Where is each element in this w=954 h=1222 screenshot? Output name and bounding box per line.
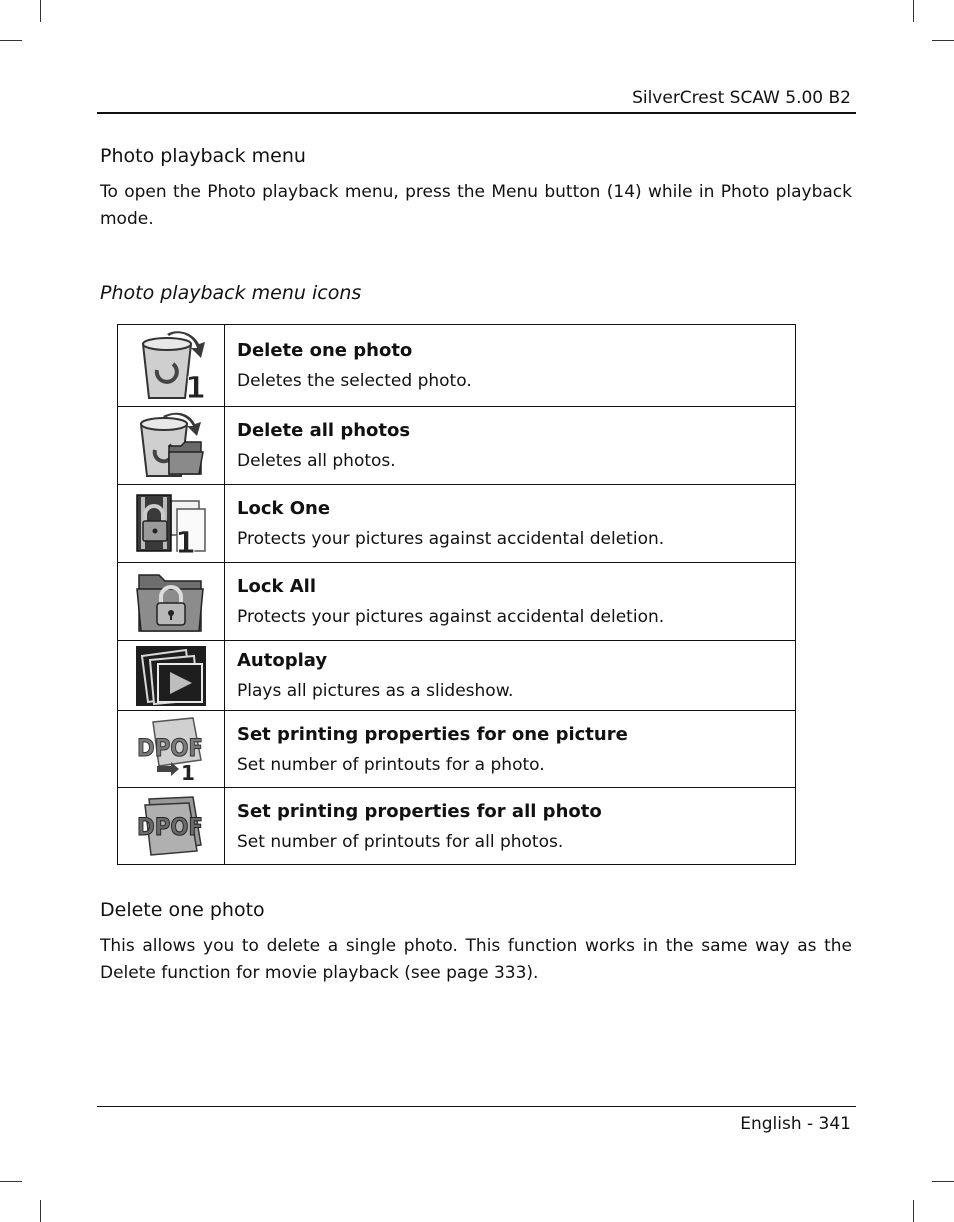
table-row	[118, 711, 796, 788]
svg-text:1: 1	[175, 525, 196, 557]
dpof-all-icon	[135, 795, 207, 857]
feature-title: Delete all photos	[237, 420, 411, 441]
section-body-delete-one-photo: This allows you to delete a single photo. This function works in the same way as the Delete function for movie playback (see page 333).	[100, 936, 852, 983]
crop-mark	[0, 1181, 22, 1182]
feature-title: Lock One	[237, 498, 331, 519]
lock-all-icon	[135, 569, 207, 635]
table-row	[118, 485, 796, 563]
delete-one-photo-icon	[135, 330, 207, 402]
section-body-photo-playback-menu: To open the Photo playback menu, press the Menu button (14) while in Photo playback mode.	[100, 182, 852, 229]
page-number: English - 341	[740, 1114, 851, 1134]
svg-text:1: 1	[181, 761, 195, 782]
crop-mark	[913, 1200, 914, 1222]
feature-description: Deletes all photos.	[237, 451, 396, 471]
section-heading-delete-one-photo: Delete one photo	[100, 899, 265, 921]
table-row	[118, 563, 796, 641]
crop-mark	[932, 1181, 954, 1182]
section-heading-photo-playback-menu: Photo playback menu	[100, 145, 306, 167]
crop-mark	[0, 40, 22, 41]
crop-mark	[40, 0, 41, 22]
feature-title: Set printing properties for all photo	[237, 800, 602, 822]
feature-title: Lock All	[237, 576, 317, 597]
feature-title: Set printing properties for one picture	[237, 723, 628, 745]
table-row	[118, 407, 796, 485]
lock-one-icon	[135, 491, 207, 557]
feature-description: Set number of printouts for a photo.	[237, 754, 545, 775]
feature-title: Delete one photo	[237, 340, 413, 361]
header-rule	[97, 112, 856, 114]
footer-rule	[97, 1106, 856, 1107]
menu-icons-table	[117, 324, 796, 865]
feature-description: Plays all pictures as a slideshow.	[237, 681, 514, 701]
feature-title: Autoplay	[237, 650, 328, 671]
crop-mark	[40, 1200, 41, 1222]
table-title: Photo playback menu icons	[100, 282, 362, 304]
svg-text:DPOF: DPOF	[137, 734, 203, 762]
table-row	[118, 641, 796, 711]
svg-text:DPOF: DPOF	[137, 813, 203, 841]
crop-mark	[932, 40, 954, 41]
svg-text:1: 1	[185, 370, 206, 402]
dpof-one-icon	[135, 716, 207, 782]
feature-description: Protects your pictures against accidental deletion.	[237, 529, 665, 549]
delete-all-photos-icon	[135, 412, 207, 480]
autoplay-icon	[136, 646, 206, 706]
table-row	[118, 325, 796, 407]
table-row	[118, 788, 796, 865]
feature-description: Deletes the selected photo.	[237, 371, 472, 391]
crop-mark	[913, 0, 914, 22]
header-product-name: SilverCrest SCAW 5.00 B2	[632, 88, 851, 108]
feature-description: Protects your pictures against accidental deletion.	[237, 607, 665, 627]
feature-description: Set number of printouts for all photos.	[237, 831, 564, 852]
